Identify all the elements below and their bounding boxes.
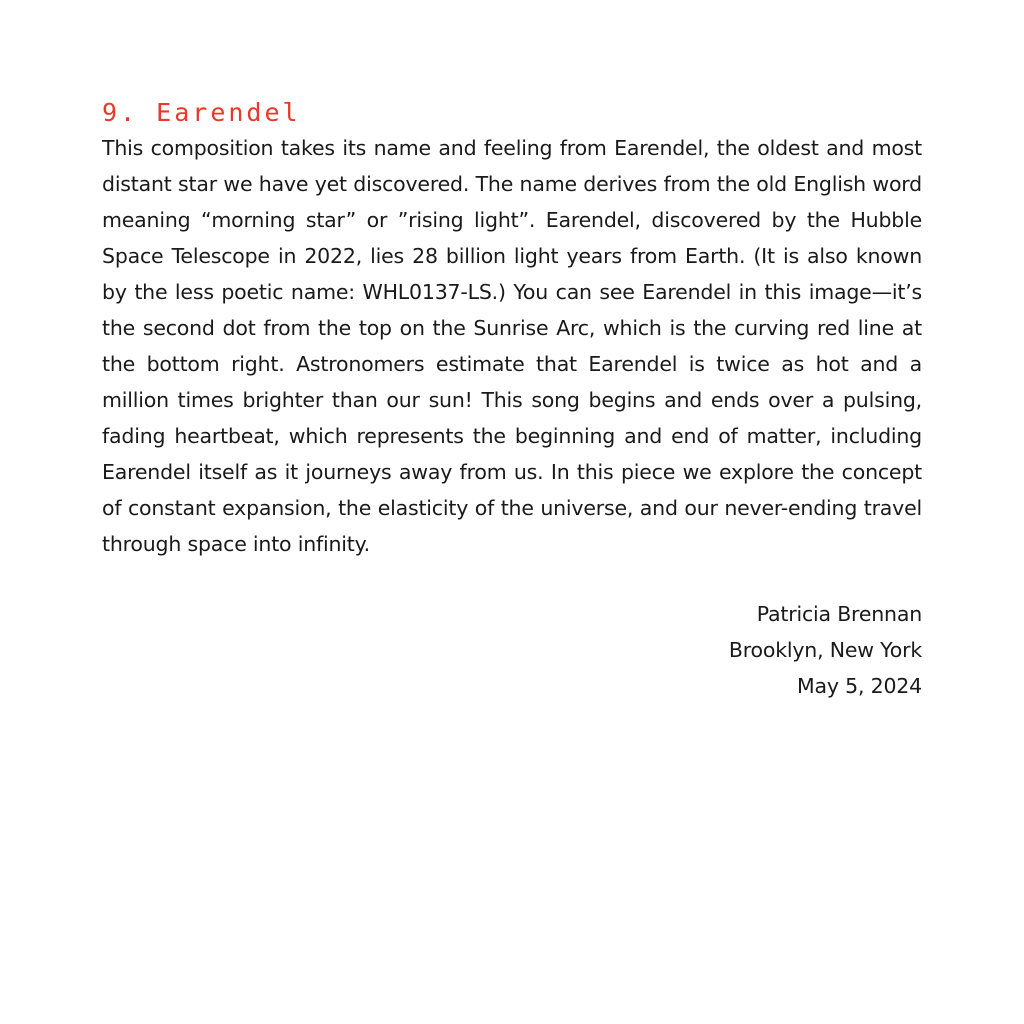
signature-block [102, 596, 922, 704]
liner-notes-page [102, 96, 922, 704]
body-paragraph: This composition takes its name and feeling from Earendel, the oldest and most distant star we have yet discovered. The name derives from the old English word meaning “morning star” or ”rising light”. Earendel, discovered by the Hubble Space Telescope in 2022, lies 28 billion light years from Earth. (It is also known by the less poetic name: WHL0137-LS.) You can see Earendel in this image—it’s the second dot from the top on the Sunrise Arc, which is the curving red line at the bottom right. Astronomers estimate that Earendel is twice as hot and a million times brighter than our sun! This song begins and ends over a pulsing, fading heartbeat, which represents the beginning and end of matter, including Earendel itself as it journeys away from us. In this piece we explore the concept of constant expansion, the elasticity of the universe, and our never-ending travel through space into infinity. [102, 136, 922, 556]
signature-location: Brooklyn, New York [728, 638, 922, 662]
signature-name: Patricia Brennan [756, 602, 922, 626]
section-number: 9. [102, 98, 139, 127]
signature-date: May 5, 2024 [797, 674, 922, 698]
section-title: Earendel [156, 98, 301, 127]
section-heading [102, 96, 922, 130]
